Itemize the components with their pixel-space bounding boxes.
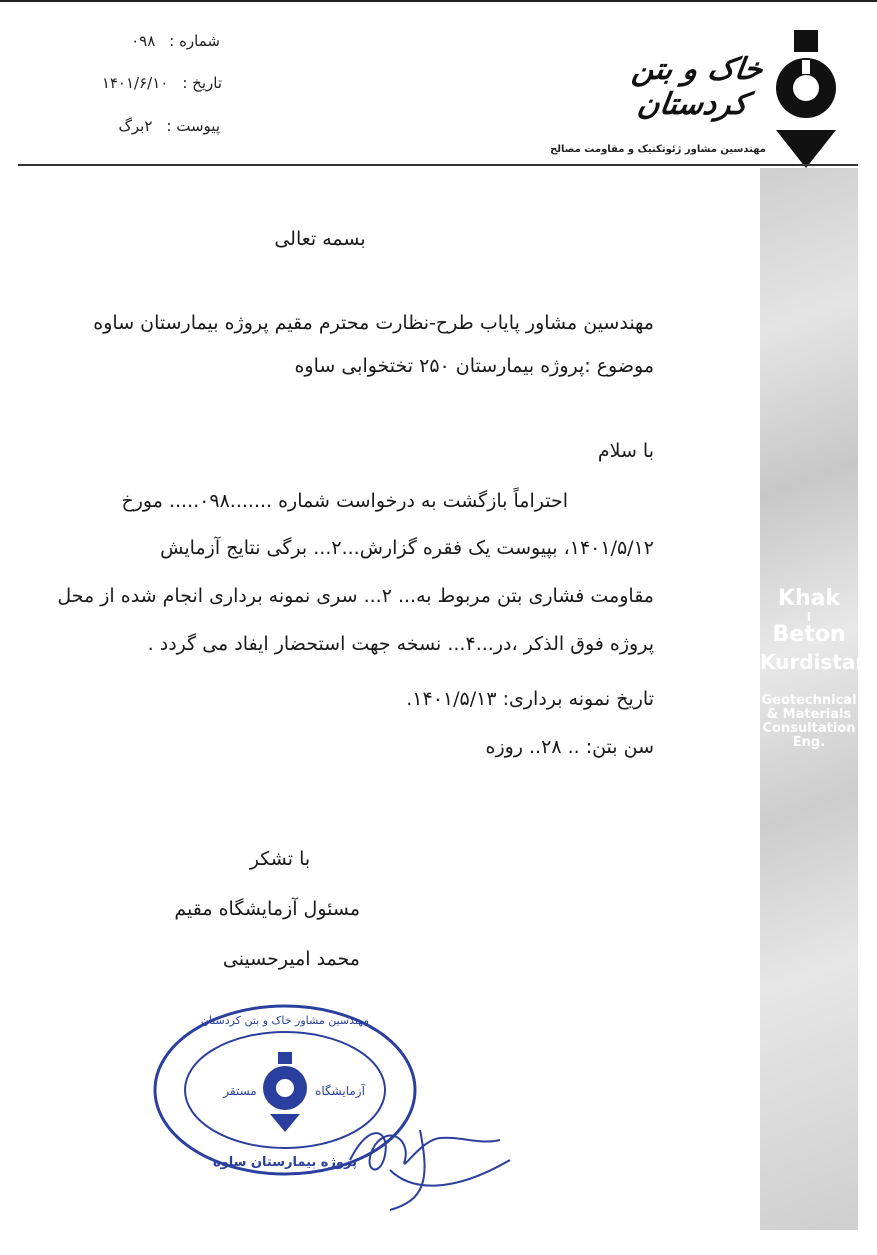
company-subtitle: مهندسین مشاور ژئوتکنیک و مقاومت مصالح — [550, 144, 766, 155]
greeting: با سلام — [597, 440, 654, 462]
letter-date — [44, 74, 222, 92]
svg-text:پروژه بیمارستان ساوه: پروژه بیمارستان ساوه — [212, 1155, 358, 1170]
recipient-line: مهندسین مشاور پایاب طرح-نظارت محترم مقیم پروژه بیمارستان ساوه — [93, 312, 654, 334]
body-line: مقاومت فشاری بتن مربوط به... ۲... سری نمونه برداری انجام شده از محل — [57, 585, 654, 607]
company-name: خاک و بتن کردستان — [629, 52, 765, 122]
body-line: پروژه فوق الذکر ،در...۴... نسخه جهت استحضار ایفاد می گردد . — [147, 633, 654, 655]
band-text-khak: Khak — [777, 586, 841, 611]
letter-date-label: تاریخ : — [182, 74, 222, 92]
band-text-kurdistan: Kurdistan — [760, 650, 870, 674]
body-line: احتراماً بازگشت به درخواست شماره .......۰۹۸..... مورخ — [121, 490, 568, 512]
sampling-date: تاریخ نمونه برداری: ۱۴۰۱/۵/۱۳. — [406, 688, 654, 710]
letter-date-value: ۱۴۰۱/۶/۱۰ — [101, 74, 169, 92]
svg-text:آزمایشگاه: آزمایشگاه — [315, 1084, 365, 1098]
subject-line: موضوع :پروژه بیمارستان ۲۵۰ تختخوابی ساوه — [294, 355, 654, 377]
letter-attachment-label: پیوست : — [166, 117, 220, 135]
letter-number — [110, 32, 220, 50]
band-text-geotechnical: Geotechnical & Materials Consultation Eng. — [761, 693, 857, 750]
svg-text:مستقر: مستقر — [223, 1084, 257, 1098]
company-logo-icon — [770, 30, 842, 170]
letter-attachment — [96, 117, 220, 135]
closing: با تشکر — [249, 848, 311, 870]
letter-number-value: ۰۹۸ — [131, 32, 156, 50]
band-text-beton: Beton — [772, 622, 846, 647]
body-line: ۱۴۰۱/۵/۱۲، بپیوست یک فقره گزارش...۲... برگی نتایج آزمایش — [160, 537, 654, 559]
letter-number-label: شماره : — [169, 32, 220, 50]
top-rule — [0, 0, 877, 2]
handwritten-signature — [330, 1100, 530, 1220]
invocation: بسمه تعالی — [274, 228, 366, 250]
signer-name: محمد امیرحسینی — [222, 948, 360, 970]
concrete-age: سن بتن: .. ۲۸.. روزه — [485, 736, 654, 758]
header-rule — [18, 164, 858, 166]
letter-attachment-value: ۲برگ — [118, 117, 153, 135]
signer-title: مسئول آزمایشگاه مقیم — [174, 898, 360, 920]
band-text-i: I — [806, 610, 812, 624]
svg-text:مهندسین مشاور خاک و بتن کردستا: مهندسین مشاور خاک و بتن کردستان — [200, 1014, 370, 1027]
